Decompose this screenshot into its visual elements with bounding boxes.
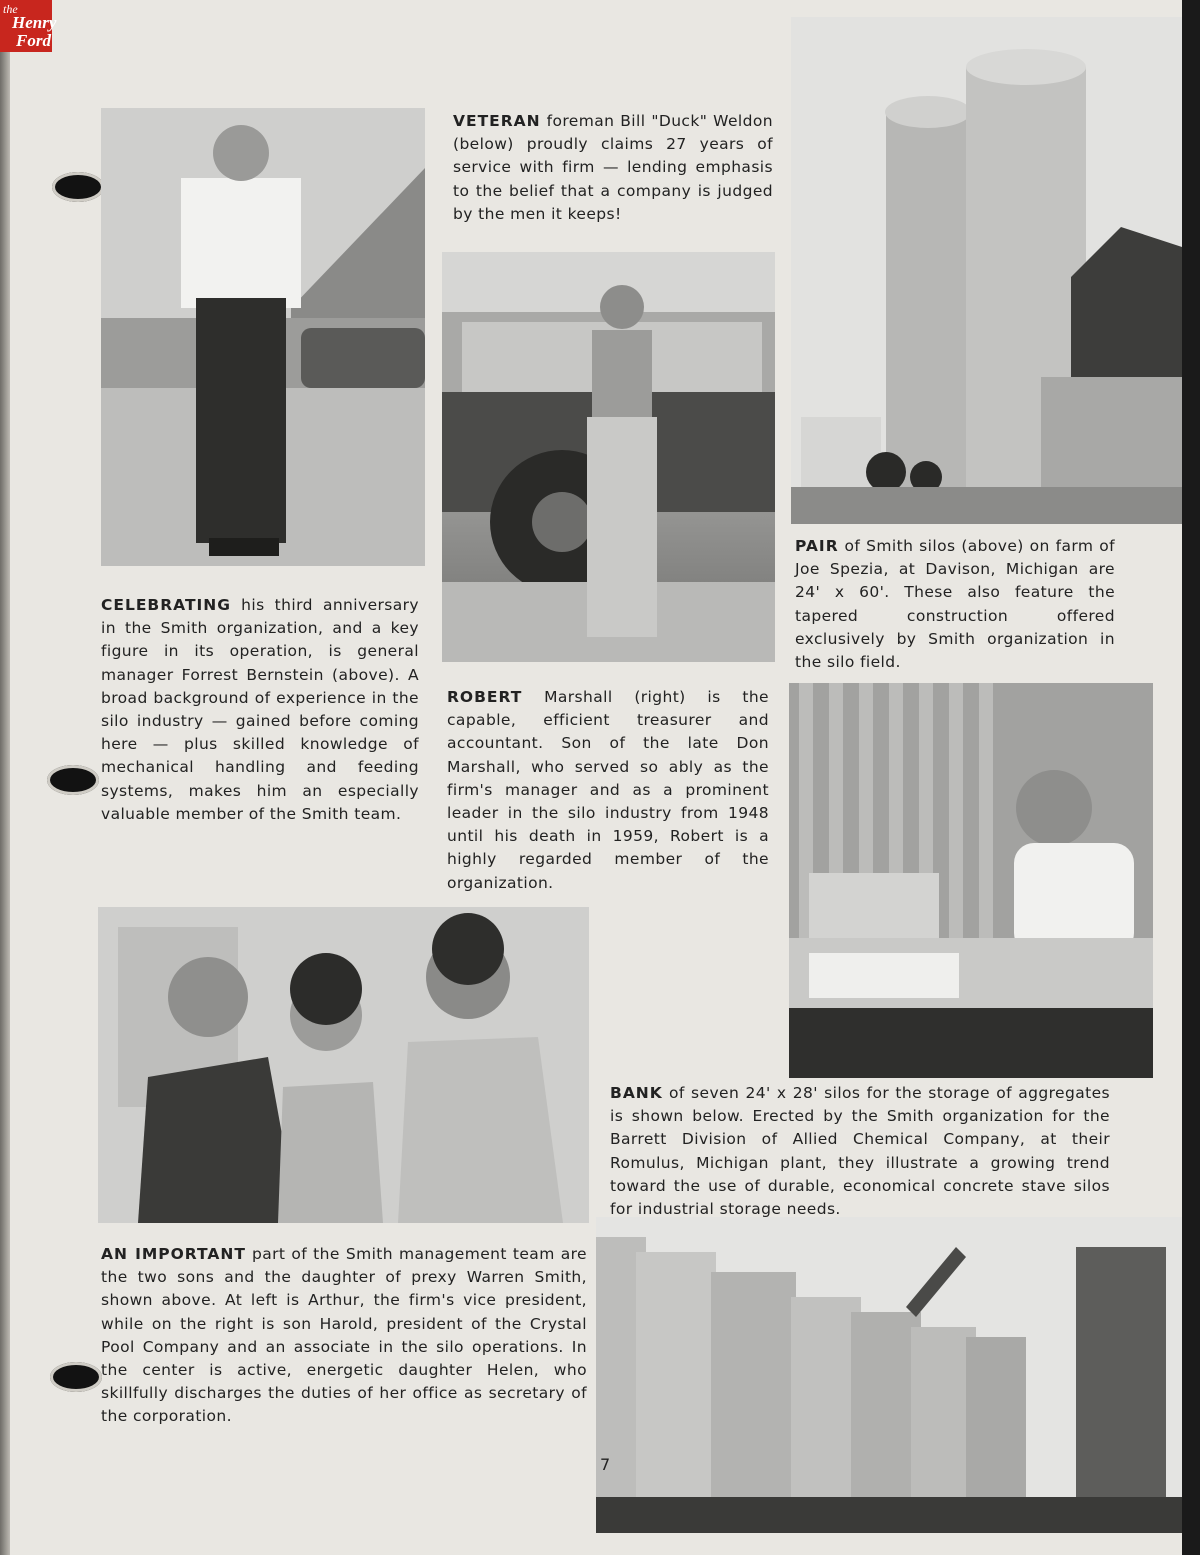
photo-smith-family xyxy=(98,907,589,1223)
page-number: 7 xyxy=(600,1455,611,1474)
henry-ford-logo: the Henry Ford xyxy=(0,0,52,52)
binder-hole-bottom xyxy=(50,1362,102,1392)
caption-important: AN IMPORTANT part of the Smith management team are the two sons and the daughter of prexy Warren Smith, shown above. At left is Arthur, the firm's vice president, while on the right is son Harold, president of the Crystal Pool Company and an associate in the silo operations. In the center is active, energetic daughter Helen, who skillfully discharges the duties of her office as secretary of the corporation. xyxy=(101,1245,587,1426)
photo-veteran-foreman xyxy=(442,252,775,662)
binding-spine xyxy=(0,0,10,1555)
caption-robert: ROBERT Marshall (right) is the capable, efficient treasurer and accountant. Son of the late Don Marshall, who served so ably as the firm's manager and as a prominent leader in the silo industry from 1948 until his death in 1959, Robert is a highly regarded member of the organization. xyxy=(447,688,769,892)
photo-general-manager xyxy=(101,108,425,566)
binder-hole-top xyxy=(52,172,104,202)
photo-robert-at-desk xyxy=(789,683,1153,1078)
photo-bank-of-silos xyxy=(596,1217,1182,1533)
binder-hole-middle xyxy=(47,765,99,795)
caption-celebrating: CELEBRATING his third anniversary in the Smith organization, and a key figure in its operation, is general manager Forrest Bernstein (above). A broad background of experience in the silo industry — gained before coming here — plus skilled knowledge of mechanical handling and feeding systems, makes him an especially valuable member of the Smith team. xyxy=(101,596,419,823)
photo-pair-of-silos xyxy=(791,17,1182,524)
caption-pair: PAIR of Smith silos (above) on farm of Joe Spezia, at Davison, Michigan are 24' x 60'. These also feature the tapered construction offered exclusively by Smith organization in the silo field. xyxy=(795,537,1115,672)
caption-bank: BANK of seven 24' x 28' silos for the storage of aggregates is shown below. Erected by the Smith organization for the Barrett Division of Allied Chemical Company, at their Romulus, Michigan plant, they illustrate a growing trend toward the use of durable, economical concrete stave silos for industrial storage needs. xyxy=(610,1084,1110,1219)
caption-veteran: VETERAN foreman Bill "Duck" Weldon (below) proudly claims 27 years of service with firm — lending emphasis to the belief that a company is judged by the men it keeps! xyxy=(453,112,773,223)
